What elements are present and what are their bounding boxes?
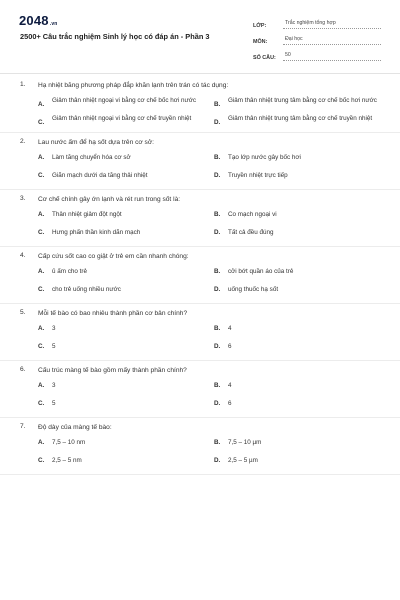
option-d[interactable] [214, 228, 380, 241]
meta-label: MÔN: [253, 39, 268, 45]
meta-row-class [253, 15, 381, 29]
option-text: Thân nhiệt giảm đột ngột [52, 211, 122, 218]
meta-value: Đại học [283, 36, 381, 45]
option-text: cho trẻ uống nhiều nước [52, 286, 121, 293]
option-letter: C. [38, 343, 45, 350]
option-text: Giãn mạch dưới da tăng thải nhiệt [52, 172, 148, 179]
meta-value: Trắc nghiệm tổng hợp [283, 20, 381, 29]
option-a[interactable] [38, 267, 204, 280]
option-text: 4 [228, 325, 232, 332]
option-text: Giảm thân nhiệt ngoại vi bằng cơ chế truyền nhiệt [52, 115, 192, 122]
option-c[interactable] [38, 285, 204, 298]
question-item [0, 247, 400, 304]
options-grid [20, 96, 380, 127]
meta-row-subject [253, 31, 381, 45]
option-b[interactable] [214, 381, 380, 394]
question-text: Cấp cứu sốt cao co giật ở trẻ em cần nhanh chóng: [38, 253, 189, 260]
option-letter: D. [214, 343, 221, 350]
option-letter: A. [38, 268, 45, 275]
option-letter: D. [214, 457, 221, 464]
option-a[interactable] [38, 210, 204, 223]
options-grid [20, 438, 380, 469]
options-grid [20, 381, 380, 412]
header-divider [0, 73, 400, 74]
option-d[interactable] [214, 342, 380, 355]
option-letter: B. [214, 382, 221, 389]
question-text: Cơ chế chính gây ớn lạnh và rét run trong sốt là: [38, 196, 181, 203]
option-letter: A. [38, 154, 45, 161]
option-d[interactable] [214, 171, 380, 184]
meta-row-count [253, 47, 381, 61]
option-letter: A. [38, 325, 45, 332]
question-number: 5. [20, 309, 26, 316]
option-text: uống thuốc hạ sốt [228, 286, 279, 293]
question-text: Độ dày của màng tế bào: [38, 424, 112, 431]
option-text: 4 [228, 382, 232, 389]
options-grid [20, 153, 380, 184]
option-letter: B. [214, 325, 221, 332]
option-text: Làm tăng chuyển hóa cơ sở [52, 154, 131, 161]
option-a[interactable] [38, 153, 204, 166]
option-letter: C. [38, 229, 45, 236]
option-text: Giảm thân nhiệt ngoại vi bằng cơ chế bốc hơi nước [52, 97, 197, 104]
option-letter: C. [38, 457, 45, 464]
option-d[interactable] [214, 114, 380, 127]
option-text: Tạo lớp nước gây bốc hơi [228, 154, 301, 161]
meta-label: SỐ CÂU: [253, 55, 276, 61]
option-text: Giảm thân nhiệt trung tâm bằng cơ chế truyền nhiệt [228, 115, 373, 122]
option-letter: D. [214, 286, 221, 293]
option-text: 3 [52, 382, 56, 389]
option-d[interactable] [214, 456, 380, 469]
option-text: Truyền nhiệt trực tiếp [228, 172, 288, 179]
question-number: 7. [20, 423, 26, 430]
logo-text: 2048 [19, 13, 49, 28]
option-a[interactable] [38, 324, 204, 337]
option-letter: D. [214, 172, 221, 179]
option-d[interactable] [214, 399, 380, 412]
option-c[interactable] [38, 228, 204, 241]
option-text: Tất cả đều đúng [228, 229, 274, 236]
option-b[interactable] [214, 267, 380, 280]
question-number: 6. [20, 366, 26, 373]
meta-label: LỚP: [253, 23, 267, 29]
options-grid [20, 267, 380, 298]
option-text: 5 [52, 400, 56, 407]
meta-value: 50 [283, 52, 381, 61]
site-logo[interactable] [19, 13, 58, 28]
option-text: Hưng phấn thần kinh dãn mạch [52, 229, 141, 236]
option-letter: B. [214, 211, 221, 218]
option-c[interactable] [38, 399, 204, 412]
question-item [0, 190, 400, 247]
page-title: 2500+ Câu trắc nghiệm Sinh lý học có đáp án - Phần 3 [20, 32, 210, 41]
option-letter: C. [38, 119, 45, 126]
option-letter: D. [214, 229, 221, 236]
option-text: 6 [228, 400, 232, 407]
option-letter: A. [38, 439, 45, 446]
option-c[interactable] [38, 114, 204, 127]
option-a[interactable] [38, 381, 204, 394]
meta-info [253, 15, 381, 63]
question-item [0, 76, 400, 133]
option-text: 2,5 – 5 nm [52, 457, 82, 464]
option-c[interactable] [38, 342, 204, 355]
question-text: Hạ nhiệt băng phương pháp đắp khăn lạnh trên trán có tác dụng: [38, 82, 229, 89]
option-text: ủ ấm cho trẻ [52, 268, 87, 275]
logo-suffix: .vn [49, 21, 58, 27]
option-letter: A. [38, 211, 45, 218]
option-letter: B. [214, 439, 221, 446]
question-text: Cấu trúc màng tế bào gồm mấy thành phần chính? [38, 367, 187, 374]
option-text: 7,5 – 10 nm [52, 439, 86, 446]
option-letter: A. [38, 101, 45, 108]
option-letter: D. [214, 400, 221, 407]
option-text: 5 [52, 343, 56, 350]
question-text: Lau nước ấm để hạ sốt dựa trên cơ sở: [38, 139, 154, 146]
options-grid [20, 324, 380, 355]
option-text: Co mạch ngoại vi [228, 211, 277, 218]
option-a[interactable] [38, 96, 204, 109]
question-number: 1. [20, 81, 26, 88]
option-letter: C. [38, 172, 45, 179]
option-text: 7,5 – 10 µm [228, 439, 262, 446]
question-item [0, 133, 400, 190]
option-b[interactable] [214, 153, 380, 166]
question-number: 3. [20, 195, 26, 202]
question-number: 2. [20, 138, 26, 145]
option-letter: C. [38, 286, 45, 293]
option-text: cởi bớt quần áo của trẻ [228, 268, 294, 275]
page-header [0, 0, 400, 74]
option-letter: D. [214, 119, 221, 126]
option-letter: C. [38, 400, 45, 407]
question-text: Mỗi tế bào có bao nhiêu thành phần cơ bản chính? [38, 310, 188, 317]
option-letter: B. [214, 101, 221, 108]
question-number: 4. [20, 252, 26, 259]
option-text: 6 [228, 343, 232, 350]
question-item [0, 418, 400, 475]
question-item [0, 361, 400, 418]
option-text: Giảm thân nhiệt trung tâm bằng cơ chế bốc hơi nước [228, 97, 377, 104]
option-letter: A. [38, 382, 45, 389]
option-b[interactable] [214, 324, 380, 337]
option-text: 2,5 – 5 µm [228, 457, 258, 464]
option-letter: B. [214, 154, 221, 161]
question-item [0, 304, 400, 361]
question-list [0, 76, 400, 475]
option-b[interactable] [214, 438, 380, 451]
option-letter: B. [214, 268, 221, 275]
option-d[interactable] [214, 285, 380, 298]
option-text: 3 [52, 325, 56, 332]
options-grid [20, 210, 380, 241]
option-b[interactable] [214, 210, 380, 223]
option-c[interactable] [38, 456, 204, 469]
option-c[interactable] [38, 171, 204, 184]
option-b[interactable] [214, 96, 380, 109]
option-a[interactable] [38, 438, 204, 451]
